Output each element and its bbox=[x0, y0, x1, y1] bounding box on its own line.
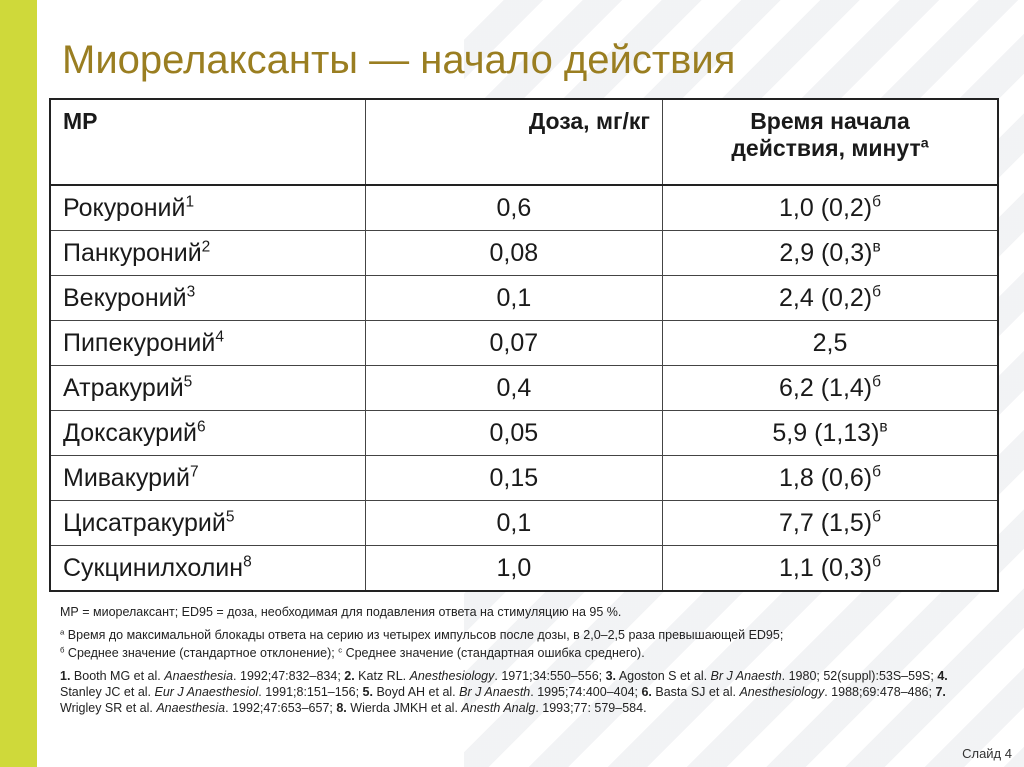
header-onset-time: Время начала действия, минут$^а$ bbox=[663, 99, 998, 185]
reference-item: 2. Katz RL. Anesthesiology. 1971;34:550–556; bbox=[344, 669, 606, 683]
dose-cell: 0,1 bbox=[365, 276, 662, 321]
dose-cell: 0,08 bbox=[365, 231, 662, 276]
note-a-b: $^а$ Время до максимальной блокады ответа на серию из четырех импульсов после дозы, в 2,0–2,5 раза превышающей ED95; bbox=[60, 627, 784, 642]
table-row bbox=[50, 456, 998, 501]
drug-name-cell: Панкуроний$^2$ bbox=[50, 231, 365, 276]
dose-cell: 0,05 bbox=[365, 411, 662, 456]
drug-name-cell: Атракурий$^5$ bbox=[50, 366, 365, 411]
table-header-row bbox=[50, 99, 998, 185]
dose-cell: 0,07 bbox=[365, 321, 662, 366]
reference-item: 5. Boyd AH et al. Br J Anaesth. 1995;74:400–404; bbox=[362, 685, 642, 699]
drug-name-cell: Пипекуроний$^4$ bbox=[50, 321, 365, 366]
drug-name-cell: Векуроний$^3$ bbox=[50, 276, 365, 321]
header-dose: Доза, мг/кг bbox=[365, 99, 662, 185]
table-row bbox=[50, 501, 998, 546]
onset-time-cell: 1,8 $(0,6)^б$ bbox=[663, 456, 998, 501]
dose-cell: 0,4 bbox=[365, 366, 662, 411]
table-row bbox=[50, 276, 998, 321]
reference-item: 4. Stanley JC et al. Eur J Anaesthesiol. 1991;8:151–156; bbox=[60, 669, 948, 699]
note-b-c: $^б$ Среднее значение (стандартное отклонение); $^с$ Среднее значение (стандартная ошибка среднего). bbox=[60, 645, 645, 660]
onset-time-cell: 1,1 $(0,3)^б$ bbox=[663, 546, 998, 592]
onset-time-cell: 6,2 $(1,4)^б$ bbox=[663, 366, 998, 411]
onset-time-cell: 5,9 $(1,13)^в$ bbox=[663, 411, 998, 456]
reference-item: 1. Booth MG et al. Anaesthesia. 1992;47:832–834; bbox=[60, 669, 345, 683]
slide-number: Слайд 4 bbox=[962, 746, 1012, 761]
header-mr: МР bbox=[50, 99, 365, 185]
abbrev-note: МР = миорелаксант; ED95 = доза, необходимая для подавления ответа на стимуляцию на 95 %. bbox=[60, 605, 622, 619]
dose-cell: 1,0 bbox=[365, 546, 662, 592]
table-row bbox=[50, 231, 998, 276]
dose-cell: 0,15 bbox=[365, 456, 662, 501]
onset-time-cell: 2,5 bbox=[663, 321, 998, 366]
dose-cell: 0,6 bbox=[365, 185, 662, 231]
onset-time-cell: 2,4 $(0,2)^б$ bbox=[663, 276, 998, 321]
drug-name-cell: Сукцинилхолин$^8$ bbox=[50, 546, 365, 592]
onset-time-cell: 7,7 $(1,5)^б$ bbox=[663, 501, 998, 546]
table-row bbox=[50, 411, 998, 456]
dose-cell: 0,1 bbox=[365, 501, 662, 546]
reference-item: 7. Wrigley SR et al. Anaesthesia. 1992;47:653–657; bbox=[60, 685, 946, 715]
references bbox=[60, 668, 960, 716]
drug-name-cell: Доксакурий$^6$ bbox=[50, 411, 365, 456]
footnotes bbox=[60, 604, 960, 723]
drug-name-cell: Рокуроний$^1$ bbox=[50, 185, 365, 231]
drug-name-cell: Цисатракурий$^5$ bbox=[50, 501, 365, 546]
onset-time-cell: 2,9 $(0,3)^в$ bbox=[663, 231, 998, 276]
reference-item: 6. Basta SJ et al. Anesthesiology. 1988;69:478–486; bbox=[641, 685, 936, 699]
table-row bbox=[50, 366, 998, 411]
reference-item: 8. Wierda JMKH et al. Anesth Analg. 1993;77: 579–584. bbox=[336, 701, 647, 715]
drug-name-cell: Мивакурий$^7$ bbox=[50, 456, 365, 501]
table-row bbox=[50, 321, 998, 366]
left-accent-bar bbox=[0, 0, 37, 767]
reference-item: 3. Agoston S et al. Br J Anaesth. 1980; 52(suppl):53S–59S; bbox=[605, 669, 938, 683]
relaxants-table bbox=[49, 98, 999, 592]
page-title: Миорелаксанты — начало действия bbox=[62, 38, 736, 82]
onset-time-cell: 1,0 $(0,2)^б$ bbox=[663, 185, 998, 231]
table-row bbox=[50, 546, 998, 592]
table-row bbox=[50, 185, 998, 231]
